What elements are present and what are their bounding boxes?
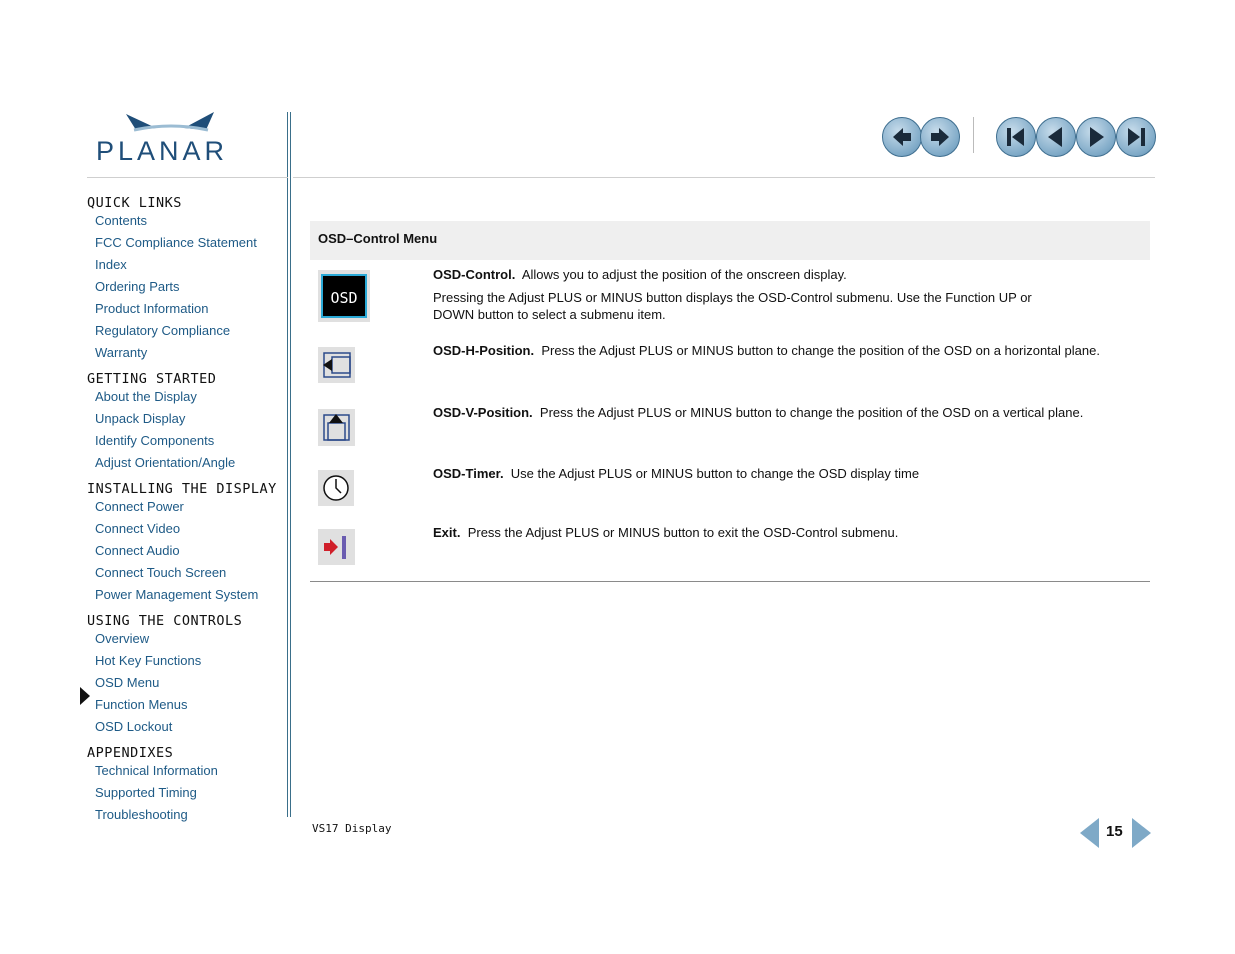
vertical-position-graphic <box>318 409 355 446</box>
next-page-button[interactable] <box>1076 117 1116 157</box>
document-title: VS17 Display <box>312 822 392 835</box>
row-title: OSD-Timer. <box>433 466 504 481</box>
sidebar-item-index[interactable]: Index <box>95 257 127 272</box>
row-text: Press the Adjust PLUS or MINUS button to change the position of the OSD on a horizontal plane. <box>541 343 1100 358</box>
section-heading: QUICK LINKS <box>87 195 182 211</box>
sidebar-item-contents[interactable]: Contents <box>95 213 148 228</box>
previous-page-button[interactable] <box>1036 117 1076 157</box>
osd-icon-graphic <box>318 270 370 322</box>
svg-text:OSD: OSD <box>330 289 358 307</box>
sidebar-item-ordering-parts[interactable]: Ordering Parts <box>95 279 180 294</box>
row-title: OSD-H-Position. <box>433 343 535 358</box>
page-number-nav <box>1080 818 1152 848</box>
exit-icon <box>318 529 355 565</box>
row-extra: Pressing the Adjust PLUS or MINUS button displays the OSD-Control submenu. Use the Function UP or DOWN button to select a submenu item. <box>433 290 1032 322</box>
sidebar-item-hot-key[interactable]: Hot Key Functions <box>95 653 202 668</box>
sidebar-item-product-information[interactable]: Product Information <box>95 301 209 316</box>
previous-page-icon <box>1037 118 1075 156</box>
back-button[interactable] <box>882 117 922 157</box>
brand-name: PLANAR <box>96 136 229 166</box>
row-title: OSD-V-Position. <box>433 405 533 420</box>
planar-logo <box>96 108 250 168</box>
sidebar-item-identify[interactable]: Identify Components <box>95 433 215 448</box>
sidebar-section-installing <box>87 480 287 608</box>
next-page-icon <box>1077 118 1115 156</box>
forward-button[interactable] <box>920 117 960 157</box>
sidebar-item-connect-touch[interactable]: Connect Touch Screen <box>95 565 227 580</box>
vertical-position-icon <box>318 409 355 446</box>
sidebar-item-osd-lockout[interactable]: OSD Lockout <box>95 719 173 734</box>
horizontal-position-icon <box>318 347 355 383</box>
sidebar-item-osd-menu[interactable]: OSD Menu <box>95 675 160 690</box>
sidebar-section-quick-links <box>87 194 287 366</box>
sidebar-item-connect-audio[interactable]: Connect Audio <box>95 543 180 558</box>
last-page-icon <box>1117 118 1155 156</box>
sidebar-section-appendixes <box>87 744 287 828</box>
logo-mark-icon <box>96 108 250 138</box>
content-bottom-rule <box>310 581 1150 582</box>
sidebar-item-about-display[interactable]: About the Display <box>95 389 197 404</box>
sidebar-item-technical-information[interactable]: Technical Information <box>95 763 218 778</box>
exit-arrow-icon <box>318 529 355 565</box>
row-description <box>433 404 1133 427</box>
section-heading: APPENDIXES <box>87 745 174 761</box>
row-description <box>433 266 1133 329</box>
section-title: OSD–Control Menu <box>318 231 438 246</box>
sidebar-divider <box>287 112 288 817</box>
last-page-button[interactable] <box>1116 117 1156 157</box>
section-heading: USING THE CONTROLS <box>87 613 243 629</box>
timer-icon <box>318 470 354 506</box>
header-rule-right <box>293 177 1155 178</box>
page-forward-icon[interactable] <box>1131 818 1151 848</box>
sidebar-item-warranty[interactable]: Warranty <box>95 345 148 360</box>
current-page-pointer-icon <box>80 687 90 705</box>
row-text: Press the Adjust PLUS or MINUS button to exit the OSD-Control submenu. <box>467 525 899 540</box>
navigation-toolbar <box>880 117 1160 157</box>
sidebar-item-supported-timing[interactable]: Supported Timing <box>95 785 197 800</box>
row-description <box>433 524 1133 547</box>
first-page-icon <box>997 118 1035 156</box>
row-text: Press the Adjust PLUS or MINUS button to change the position of the OSD on a vertical plane. <box>539 405 1084 420</box>
row-text: Allows you to adjust the position of the onscreen display. <box>521 267 847 282</box>
section-heading: GETTING STARTED <box>87 371 217 387</box>
sidebar-item-orientation[interactable]: Adjust Orientation/Angle <box>95 455 236 470</box>
clock-icon <box>318 470 354 506</box>
horizontal-position-graphic <box>318 347 355 383</box>
sidebar-item-overview[interactable]: Overview <box>95 631 150 646</box>
sidebar-item-unpack[interactable]: Unpack Display <box>95 411 186 426</box>
back-icon <box>883 118 921 156</box>
section-heading: INSTALLING THE DISPLAY <box>87 481 277 497</box>
sidebar-item-regulatory[interactable]: Regulatory Compliance <box>95 323 231 338</box>
page-back-icon[interactable] <box>1080 818 1100 848</box>
section-header <box>310 221 1150 260</box>
header-rule-left <box>87 177 288 178</box>
sidebar-item-connect-video[interactable]: Connect Video <box>95 521 181 536</box>
row-text: Use the Adjust PLUS or MINUS button to change the OSD display time <box>510 466 920 481</box>
row-description <box>433 465 1133 488</box>
sidebar-section-controls <box>87 612 287 740</box>
osd-icon <box>318 270 370 322</box>
sidebar-item-troubleshooting[interactable]: Troubleshooting <box>95 807 188 822</box>
row-title: Exit. <box>433 525 461 540</box>
page-number: 15 <box>1106 823 1123 840</box>
sidebar-item-fcc[interactable]: FCC Compliance Statement <box>95 235 257 250</box>
sidebar-item-connect-power[interactable]: Connect Power <box>95 499 184 514</box>
sidebar-nav <box>87 190 287 828</box>
row-title: OSD-Control. <box>433 267 516 282</box>
first-page-button[interactable] <box>996 117 1036 157</box>
sidebar-section-getting-started <box>87 370 287 476</box>
row-description <box>433 342 1133 365</box>
sidebar-item-function-menus[interactable]: Function Menus <box>95 697 188 712</box>
sidebar-item-power-management[interactable]: Power Management System <box>95 587 259 602</box>
toolbar-divider <box>973 117 974 153</box>
forward-icon <box>921 118 959 156</box>
sidebar-divider-2 <box>290 112 291 817</box>
